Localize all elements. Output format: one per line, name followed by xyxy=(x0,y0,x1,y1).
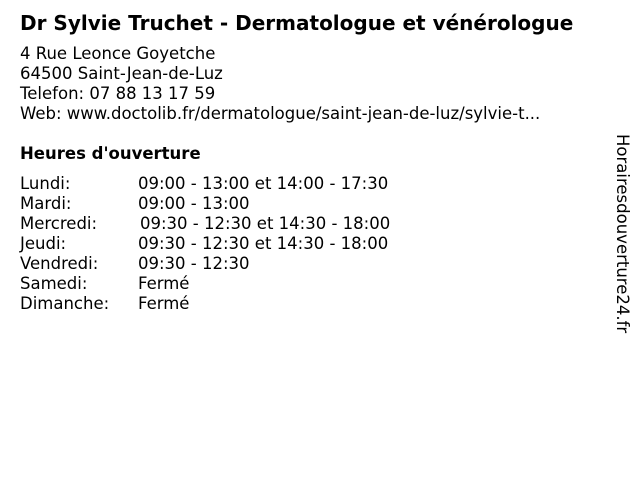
day-label: Dimanche: xyxy=(20,294,110,313)
time-range: Fermé xyxy=(138,294,190,313)
day-label: Samedi: xyxy=(20,274,88,293)
address-block xyxy=(20,44,540,124)
time-range: 09:30 - 12:30 et 14:30 - 18:00 xyxy=(140,214,391,233)
opening-hours-heading: Heures d'ouverture xyxy=(20,144,201,163)
time-range: 09:30 - 12:30 et 14:30 - 18:00 xyxy=(138,234,389,253)
day-label: Vendredi: xyxy=(20,254,99,273)
page-title: Dr Sylvie Truchet - Dermatologue et vénérologue xyxy=(20,11,574,35)
day-label: Mardi: xyxy=(20,194,72,213)
time-range: 09:30 - 12:30 xyxy=(138,254,250,273)
day-label: Jeudi: xyxy=(20,234,67,253)
street-address: 4 Rue Leonce Goyetche xyxy=(20,44,216,63)
website-link: Web: www.doctolib.fr/dermatologue/saint-jean-de-luz/sylvie-t... xyxy=(20,104,541,123)
time-range: Fermé xyxy=(138,274,190,293)
phone-number: Telefon: 07 88 13 17 59 xyxy=(20,84,216,103)
day-label: Lundi: xyxy=(20,174,71,193)
site-watermark: Horairesdouverture24.fr xyxy=(613,134,632,334)
city-postcode: 64500 Saint-Jean-de-Luz xyxy=(20,64,223,83)
time-range: 09:00 - 13:00 xyxy=(138,194,250,213)
day-label: Mercredi: xyxy=(20,214,98,233)
time-range: 09:00 - 13:00 et 14:00 - 17:30 xyxy=(138,174,389,193)
